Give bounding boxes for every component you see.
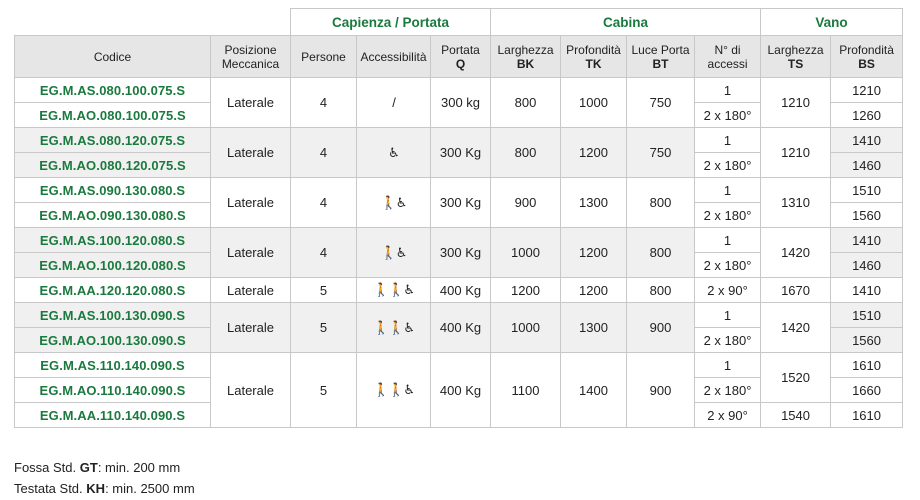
code-cell: EG.M.AA.120.120.080.S	[15, 278, 211, 303]
shaft-depth-cell: 1610	[831, 353, 903, 378]
shaft-depth-cell: 1410	[831, 128, 903, 153]
persons-cell: 4	[291, 178, 357, 228]
col-shaft-width: Larghezza TS	[761, 36, 831, 78]
shaft-width-cell: 1670	[761, 278, 831, 303]
persons-cell: 4	[291, 128, 357, 178]
column-header-row	[15, 36, 903, 78]
load-cell: 300 Kg	[431, 178, 491, 228]
code-cell: EG.M.AO.110.140.090.S	[15, 378, 211, 403]
shaft-depth-cell: 1460	[831, 153, 903, 178]
col-cab-depth: Profondità TK	[561, 36, 627, 78]
persons-cell: 5	[291, 303, 357, 353]
cab-width-cell: 1200	[491, 278, 561, 303]
code-cell: EG.M.AO.090.130.080.S	[15, 203, 211, 228]
accesses-cell: 1	[695, 353, 761, 378]
table-row	[15, 78, 903, 103]
code-cell: EG.M.AS.100.120.080.S	[15, 228, 211, 253]
group-shaft: Vano	[761, 9, 903, 36]
persons-cell: 5	[291, 278, 357, 303]
col-accessibility: Accessibilità	[357, 36, 431, 78]
door-cell: 800	[627, 178, 695, 228]
cab-width-cell: 1100	[491, 353, 561, 428]
door-cell: 800	[627, 278, 695, 303]
shaft-width-cell: 1420	[761, 303, 831, 353]
persons-wheelchair-icon: 🚶🚶♿	[357, 278, 431, 303]
accesses-cell: 2 x 90°	[695, 403, 761, 428]
load-cell: 300 kg	[431, 78, 491, 128]
cab-depth-cell: 1000	[561, 78, 627, 128]
table-row	[15, 278, 903, 303]
code-cell: EG.M.AO.080.100.075.S	[15, 103, 211, 128]
position-cell: Laterale	[211, 78, 291, 128]
accesses-cell: 2 x 180°	[695, 328, 761, 353]
persons-wheelchair-icon: 🚶🚶♿	[357, 353, 431, 428]
table-row	[15, 303, 903, 328]
accesses-cell: 2 x 180°	[695, 203, 761, 228]
position-cell: Laterale	[211, 178, 291, 228]
cab-width-cell: 1000	[491, 228, 561, 278]
position-cell: Laterale	[211, 278, 291, 303]
position-cell: Laterale	[211, 228, 291, 278]
table-row	[15, 178, 903, 203]
persons-cell: 4	[291, 228, 357, 278]
shaft-width-cell: 1210	[761, 128, 831, 178]
code-cell: EG.M.AO.100.130.090.S	[15, 328, 211, 353]
cab-depth-cell: 1200	[561, 128, 627, 178]
code-cell: EG.M.AS.080.100.075.S	[15, 78, 211, 103]
spec-table	[14, 8, 903, 428]
shaft-width-cell: 1310	[761, 178, 831, 228]
code-cell: EG.M.AO.100.120.080.S	[15, 253, 211, 278]
shaft-depth-cell: 1260	[831, 103, 903, 128]
cab-depth-cell: 1200	[561, 228, 627, 278]
person-wheelchair-icon: 🚶♿	[357, 228, 431, 278]
code-cell: EG.M.AO.080.120.075.S	[15, 153, 211, 178]
door-cell: 800	[627, 228, 695, 278]
table-row	[15, 228, 903, 253]
load-cell: 400 Kg	[431, 278, 491, 303]
shaft-depth-cell: 1410	[831, 228, 903, 253]
accesses-cell: 1	[695, 178, 761, 203]
accesses-cell: 1	[695, 78, 761, 103]
col-load: Portata Q	[431, 36, 491, 78]
accesses-cell: 2 x 180°	[695, 378, 761, 403]
cab-width-cell: 1000	[491, 303, 561, 353]
shaft-width-cell: 1540	[761, 403, 831, 428]
col-persons: Persone	[291, 36, 357, 78]
pit-note: Fossa Std. GT: min. 200 mm	[14, 460, 181, 475]
position-cell: Laterale	[211, 353, 291, 428]
door-cell: 900	[627, 303, 695, 353]
shaft-depth-cell: 1560	[831, 203, 903, 228]
col-door: Luce Porta BT	[627, 36, 695, 78]
table-row	[15, 128, 903, 153]
accesses-cell: 2 x 180°	[695, 153, 761, 178]
shaft-depth-cell: 1610	[831, 403, 903, 428]
cab-depth-cell: 1300	[561, 178, 627, 228]
col-position: Posizione Meccanica	[211, 36, 291, 78]
door-cell: 750	[627, 78, 695, 128]
col-code: Codice	[15, 36, 211, 78]
persons-cell: 5	[291, 353, 357, 428]
door-cell: 900	[627, 353, 695, 428]
code-cell: EG.M.AS.100.130.090.S	[15, 303, 211, 328]
position-cell: Laterale	[211, 128, 291, 178]
code-cell: EG.M.AS.090.130.080.S	[15, 178, 211, 203]
shaft-width-cell: 1420	[761, 228, 831, 278]
table-row	[15, 353, 903, 378]
accesses-cell: 2 x 180°	[695, 103, 761, 128]
col-cab-width: Larghezza BK	[491, 36, 561, 78]
shaft-depth-cell: 1510	[831, 178, 903, 203]
group-header-row	[15, 9, 903, 36]
code-cell: EG.M.AA.110.140.090.S	[15, 403, 211, 428]
shaft-depth-cell: 1560	[831, 328, 903, 353]
shaft-depth-cell: 1660	[831, 378, 903, 403]
wheelchair-icon: ♿	[357, 128, 431, 178]
person-wheelchair-icon: 🚶♿	[357, 178, 431, 228]
accesses-cell: 1	[695, 303, 761, 328]
cab-depth-cell: 1200	[561, 278, 627, 303]
shaft-depth-cell: 1460	[831, 253, 903, 278]
cab-width-cell: 800	[491, 78, 561, 128]
accesses-cell: 1	[695, 228, 761, 253]
cab-width-cell: 800	[491, 128, 561, 178]
col-accesses: N° di accessi	[695, 36, 761, 78]
shaft-depth-cell: 1210	[831, 78, 903, 103]
shaft-width-cell: 1210	[761, 78, 831, 128]
shaft-depth-cell: 1510	[831, 303, 903, 328]
headroom-note: Testata Std. KH: min. 2500 mm	[14, 481, 195, 496]
load-cell: 300 Kg	[431, 228, 491, 278]
code-cell: EG.M.AS.110.140.090.S	[15, 353, 211, 378]
accesses-cell: 2 x 90°	[695, 278, 761, 303]
persons-wheelchair-icon: 🚶🚶♿	[357, 303, 431, 353]
cab-width-cell: 900	[491, 178, 561, 228]
load-cell: 400 Kg	[431, 353, 491, 428]
code-cell: EG.M.AS.080.120.075.S	[15, 128, 211, 153]
shaft-width-cell: 1520	[761, 353, 831, 403]
group-capacity: Capienza / Portata	[291, 9, 491, 36]
door-cell: 750	[627, 128, 695, 178]
accessibility-none: /	[357, 78, 431, 128]
footnotes	[14, 457, 195, 499]
group-cabin: Cabina	[491, 9, 761, 36]
cab-depth-cell: 1400	[561, 353, 627, 428]
shaft-depth-cell: 1410	[831, 278, 903, 303]
cab-depth-cell: 1300	[561, 303, 627, 353]
position-cell: Laterale	[211, 303, 291, 353]
persons-cell: 4	[291, 78, 357, 128]
accesses-cell: 2 x 180°	[695, 253, 761, 278]
col-shaft-depth: Profondità BS	[831, 36, 903, 78]
accesses-cell: 1	[695, 128, 761, 153]
load-cell: 400 Kg	[431, 303, 491, 353]
load-cell: 300 Kg	[431, 128, 491, 178]
